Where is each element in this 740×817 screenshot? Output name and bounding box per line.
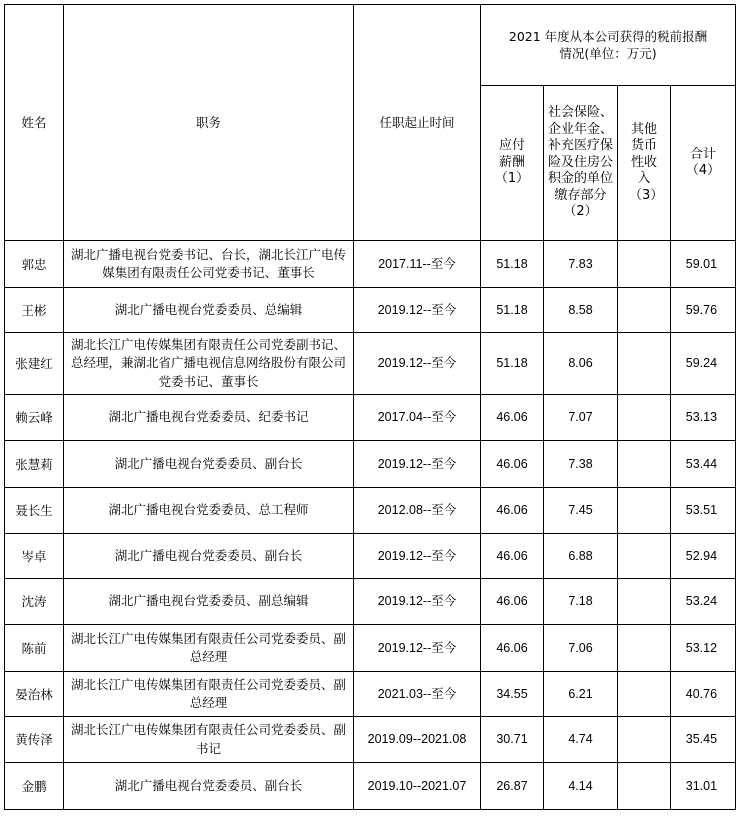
- other-income-value: [618, 672, 671, 717]
- salary-value: 46.06: [481, 441, 544, 488]
- salary-value: 46.06: [481, 395, 544, 441]
- term-dates: 2019.09--2021.08: [354, 717, 481, 763]
- other-income-value: [618, 763, 671, 810]
- position-text: 湖北广播电视台党委委员、纪委书记: [64, 395, 354, 441]
- term-dates: 2012.08--至今: [354, 488, 481, 534]
- table-row: [5, 579, 736, 625]
- person-name: 金鹏: [5, 763, 64, 810]
- insurance-value: 7.45: [544, 488, 618, 534]
- header-insurance: 社会保险、企业年金、补充医疗保险及住房公积金的单位缴存部分（2）: [544, 86, 618, 241]
- position-text: 湖北广播电视台党委委员、总工程师: [64, 488, 354, 534]
- person-name: 聂长生: [5, 488, 64, 534]
- insurance-value: 4.14: [544, 763, 618, 810]
- person-name: 张建红: [5, 333, 64, 395]
- person-name: 赖云峰: [5, 395, 64, 441]
- term-dates: 2019.10--2021.07: [354, 763, 481, 810]
- position-text: 湖北广播电视台党委委员、副总编辑: [64, 579, 354, 625]
- insurance-value: 7.38: [544, 441, 618, 488]
- other-income-value: [618, 441, 671, 488]
- salary-value: 46.06: [481, 488, 544, 534]
- total-value: 40.76: [671, 672, 736, 717]
- header-term: 任职起止时间: [354, 5, 481, 241]
- table-row: [5, 488, 736, 534]
- table-row: [5, 441, 736, 488]
- insurance-value: 4.74: [544, 717, 618, 763]
- person-name: 陈前: [5, 625, 64, 672]
- term-dates: 2019.12--至今: [354, 333, 481, 395]
- insurance-value: 6.21: [544, 672, 618, 717]
- other-income-value: [618, 488, 671, 534]
- insurance-value: 7.07: [544, 395, 618, 441]
- total-value: 35.45: [671, 717, 736, 763]
- table-row: [5, 395, 736, 441]
- salary-value: 51.18: [481, 241, 544, 288]
- compensation-table: [4, 4, 736, 810]
- person-name: 黄传泽: [5, 717, 64, 763]
- header-name: 姓名: [5, 5, 64, 241]
- term-dates: 2021.03--至今: [354, 672, 481, 717]
- insurance-value: 7.18: [544, 579, 618, 625]
- table-row: [5, 534, 736, 579]
- term-dates: 2019.12--至今: [354, 441, 481, 488]
- position-text: 湖北长江广电传媒集团有限责任公司党委委员、副总经理: [64, 672, 354, 717]
- table-row: [5, 672, 736, 717]
- other-income-value: [618, 288, 671, 333]
- table-row: [5, 717, 736, 763]
- total-value: 53.13: [671, 395, 736, 441]
- position-text: 湖北广播电视台党委委员、副台长: [64, 763, 354, 810]
- other-income-value: [618, 579, 671, 625]
- position-text: 湖北广播电视台党委委员、总编辑: [64, 288, 354, 333]
- total-value: 59.24: [671, 333, 736, 395]
- insurance-value: 7.06: [544, 625, 618, 672]
- salary-value: 46.06: [481, 534, 544, 579]
- term-dates: 2019.12--至今: [354, 625, 481, 672]
- person-name: 王彬: [5, 288, 64, 333]
- term-dates: 2017.04--至今: [354, 395, 481, 441]
- total-value: 53.51: [671, 488, 736, 534]
- insurance-value: 6.88: [544, 534, 618, 579]
- table-row: [5, 333, 736, 395]
- person-name: 郭忠: [5, 241, 64, 288]
- header-salary: 应付薪酬（1）: [481, 86, 544, 241]
- other-income-value: [618, 625, 671, 672]
- position-text: 湖北广播电视台党委委员、副台长: [64, 534, 354, 579]
- other-income-value: [618, 534, 671, 579]
- salary-value: 51.18: [481, 333, 544, 395]
- salary-value: 51.18: [481, 288, 544, 333]
- table-row: [5, 763, 736, 810]
- insurance-value: 7.83: [544, 241, 618, 288]
- salary-value: 26.87: [481, 763, 544, 810]
- insurance-value: 8.58: [544, 288, 618, 333]
- salary-value: 46.06: [481, 625, 544, 672]
- term-dates: 2017.11--至今: [354, 241, 481, 288]
- position-text: 湖北长江广电传媒集团有限责任公司党委副书记、总经理，兼湖北省广播电视信息网络股份有限公司党委书记、董事长: [64, 333, 354, 395]
- position-text: 湖北广播电视台党委书记、台长，湖北长江广电传媒集团有限责任公司党委书记、董事长: [64, 241, 354, 288]
- total-value: 59.76: [671, 288, 736, 333]
- header-other-income: 其他货币性收入（3）: [618, 86, 671, 241]
- term-dates: 2019.12--至今: [354, 579, 481, 625]
- insurance-value: 8.06: [544, 333, 618, 395]
- other-income-value: [618, 717, 671, 763]
- header-compensation-group: 2021 年度从本公司获得的税前报酬情况(单位：万元): [481, 5, 736, 86]
- table-row: [5, 288, 736, 333]
- person-name: 晏治林: [5, 672, 64, 717]
- position-text: 湖北长江广电传媒集团有限责任公司党委委员、副总经理: [64, 625, 354, 672]
- other-income-value: [618, 333, 671, 395]
- other-income-value: [618, 395, 671, 441]
- total-value: 53.24: [671, 579, 736, 625]
- other-income-value: [618, 241, 671, 288]
- term-dates: 2019.12--至今: [354, 534, 481, 579]
- person-name: 岑卓: [5, 534, 64, 579]
- salary-value: 30.71: [481, 717, 544, 763]
- term-dates: 2019.12--至今: [354, 288, 481, 333]
- position-text: 湖北广播电视台党委委员、副台长: [64, 441, 354, 488]
- header-row-top: [5, 5, 736, 86]
- salary-value: 46.06: [481, 579, 544, 625]
- total-value: 53.12: [671, 625, 736, 672]
- total-value: 59.01: [671, 241, 736, 288]
- table-row: [5, 241, 736, 288]
- header-position: 职务: [64, 5, 354, 241]
- header-total: 合计（4）: [671, 86, 736, 241]
- person-name: 沈涛: [5, 579, 64, 625]
- salary-value: 34.55: [481, 672, 544, 717]
- person-name: 张慧莉: [5, 441, 64, 488]
- total-value: 31.01: [671, 763, 736, 810]
- total-value: 53.44: [671, 441, 736, 488]
- table-row: [5, 625, 736, 672]
- position-text: 湖北长江广电传媒集团有限责任公司党委委员、副书记: [64, 717, 354, 763]
- total-value: 52.94: [671, 534, 736, 579]
